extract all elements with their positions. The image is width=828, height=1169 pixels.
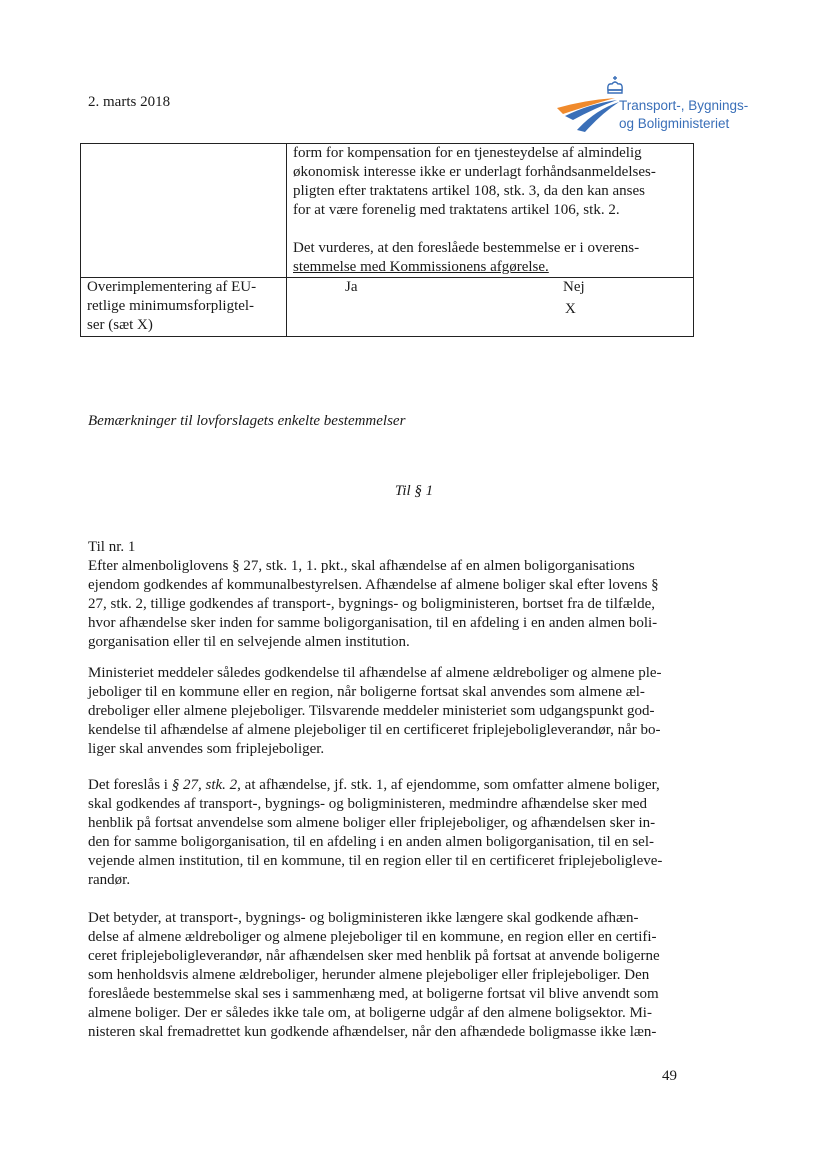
logo-line-1: Transport-, Bygnings- [619, 98, 749, 113]
text-line: ser (sæt X) [87, 317, 153, 333]
document-date: 2. marts 2018 [88, 94, 171, 110]
text-line: nisteren skal fremadrettet kun godkende afhændelser, når den afhændede boligmasse ikke læn- [88, 1024, 657, 1040]
section-heading: Bemærkninger til lovforslagets enkelte bestemmelser [88, 413, 406, 429]
overimplementation-label [81, 278, 287, 337]
law-reference: § 27, stk. 2 [171, 777, 238, 793]
text-line: liger skal anvendes som friplejeboliger. [88, 741, 325, 757]
item-heading: Til nr. 1 [88, 539, 136, 555]
text-line: den for samme boligorganisation, til en afdeling i en anden almen boligorganisation, til en sel- [88, 834, 654, 850]
no-mark: X [565, 301, 576, 317]
text-fragment: , at afhændelse, jf. stk. 1, af ejendomme, som omfatter almene boliger, [237, 777, 660, 793]
text-line: ejendom godkendes af kommunalbestyrelsen. Afhændelse af almene boliger skal efter lovens § [88, 577, 659, 593]
text-line: foreslåede bestemmelse skal ses i sammenhæng med, at boligerne fortsat vil blive anvendt som [88, 986, 659, 1002]
paragraph-4 [88, 909, 700, 1042]
yes-label: Ja [345, 279, 358, 295]
text-line: stemmelse med Kommissionens afgørelse. [293, 259, 549, 275]
text-line: almene boliger. Der er således ikke tale om, at boligerne udgår af den almene boligsektor. Mi- [88, 1005, 652, 1021]
text-line: Det betyder, at transport-, bygnings- og boligministeren ikke længere skal godkende afhæn- [88, 910, 639, 926]
text-line: Det vurderes, at den foreslåede bestemmelse er i overens- [293, 240, 640, 256]
text-line: gorganisation eller til en selvejende almen institution. [88, 634, 410, 650]
text-line: skal godkendes af transport-, bygnings- og boligministeren, medmindre afhændelse sker med [88, 796, 648, 812]
table-row [81, 144, 694, 278]
text-line: Ministeriet meddeler således godkendelse til afhændelse af almene ældreboliger og almene ple- [88, 665, 662, 681]
paragraph-3 [88, 776, 700, 890]
text-line: kendelse til afhændelse af almene plejeboliger til en certificeret friplejeboligleverandør, når bo- [88, 722, 661, 738]
table-cell-text [287, 144, 694, 278]
text-line: Overimplementering af EU- [87, 279, 257, 295]
no-label: Nej [563, 279, 585, 295]
eu-assessment-table [80, 143, 694, 337]
text-fragment: Det foreslås i [88, 777, 172, 793]
text-line: delse af almene ældreboliger og almene plejeboliger til en kommune, en region eller en certifi- [88, 929, 657, 945]
text-line: økonomisk interesse ikke er underlagt forhåndsanmeldelses- [293, 164, 656, 180]
text-line: hvor afhændelse sker inden for samme boligorganisation, til en afdeling i en anden almen boli- [88, 615, 658, 631]
text-line [88, 776, 700, 795]
table-cell-empty [81, 144, 287, 278]
text-line: form for kompensation for en tjenesteydelse af almindelig [293, 145, 642, 161]
text-line: Efter almenboliglovens § 27, stk. 1, 1. pkt., skal afhændelse af en almen boligorganisations [88, 558, 635, 574]
table-row [81, 278, 694, 337]
text-line: retlige minimumsforpligtel- [87, 298, 255, 314]
text-line: dreboliger eller almene plejeboliger. Tilsvarende meddeler ministeriet som udgangspunkt god- [88, 703, 655, 719]
text-line: randør. [88, 872, 131, 888]
text-line: jeboliger til en kommune eller en region, når boligerne fortsat skal anvendes som almene æl- [88, 684, 645, 700]
text-line: for at være forenelig med traktatens artikel 106, stk. 2. [293, 202, 620, 218]
text-line: vejende almen institution, til en kommune, til en region eller til en certificeret friplejeboligleve- [88, 853, 663, 869]
paragraph-1 [88, 557, 700, 652]
paragraph-heading: Til § 1 [394, 483, 434, 499]
text-line: henblik på fortsat anvendelse som almene boliger eller friplejeboliger, og afhændelsen sker in- [88, 815, 656, 831]
text-line: ceret friplejeboligleverandør, når afhændelsen sker med henblik på fortsat at anvende boligerne [88, 948, 660, 964]
logo-line-2: og Boligministeriet [619, 116, 730, 131]
text-line: som henholdsvis almene ældreboliger, herunder almene plejeboliger eller friplejeboliger. Den [88, 967, 650, 983]
yes-no-cell [287, 278, 694, 337]
text-line: 27, stk. 2, tillige godkendes af transport-, bygnings- og boligministeren, bortset fra de tilfælde, [88, 596, 655, 612]
paragraph-2 [88, 664, 700, 759]
ministry-logo [555, 74, 765, 136]
page-number: 49 [662, 1068, 677, 1084]
text-line: pligten efter traktatens artikel 108, stk. 3, da den kan anses [293, 183, 645, 199]
